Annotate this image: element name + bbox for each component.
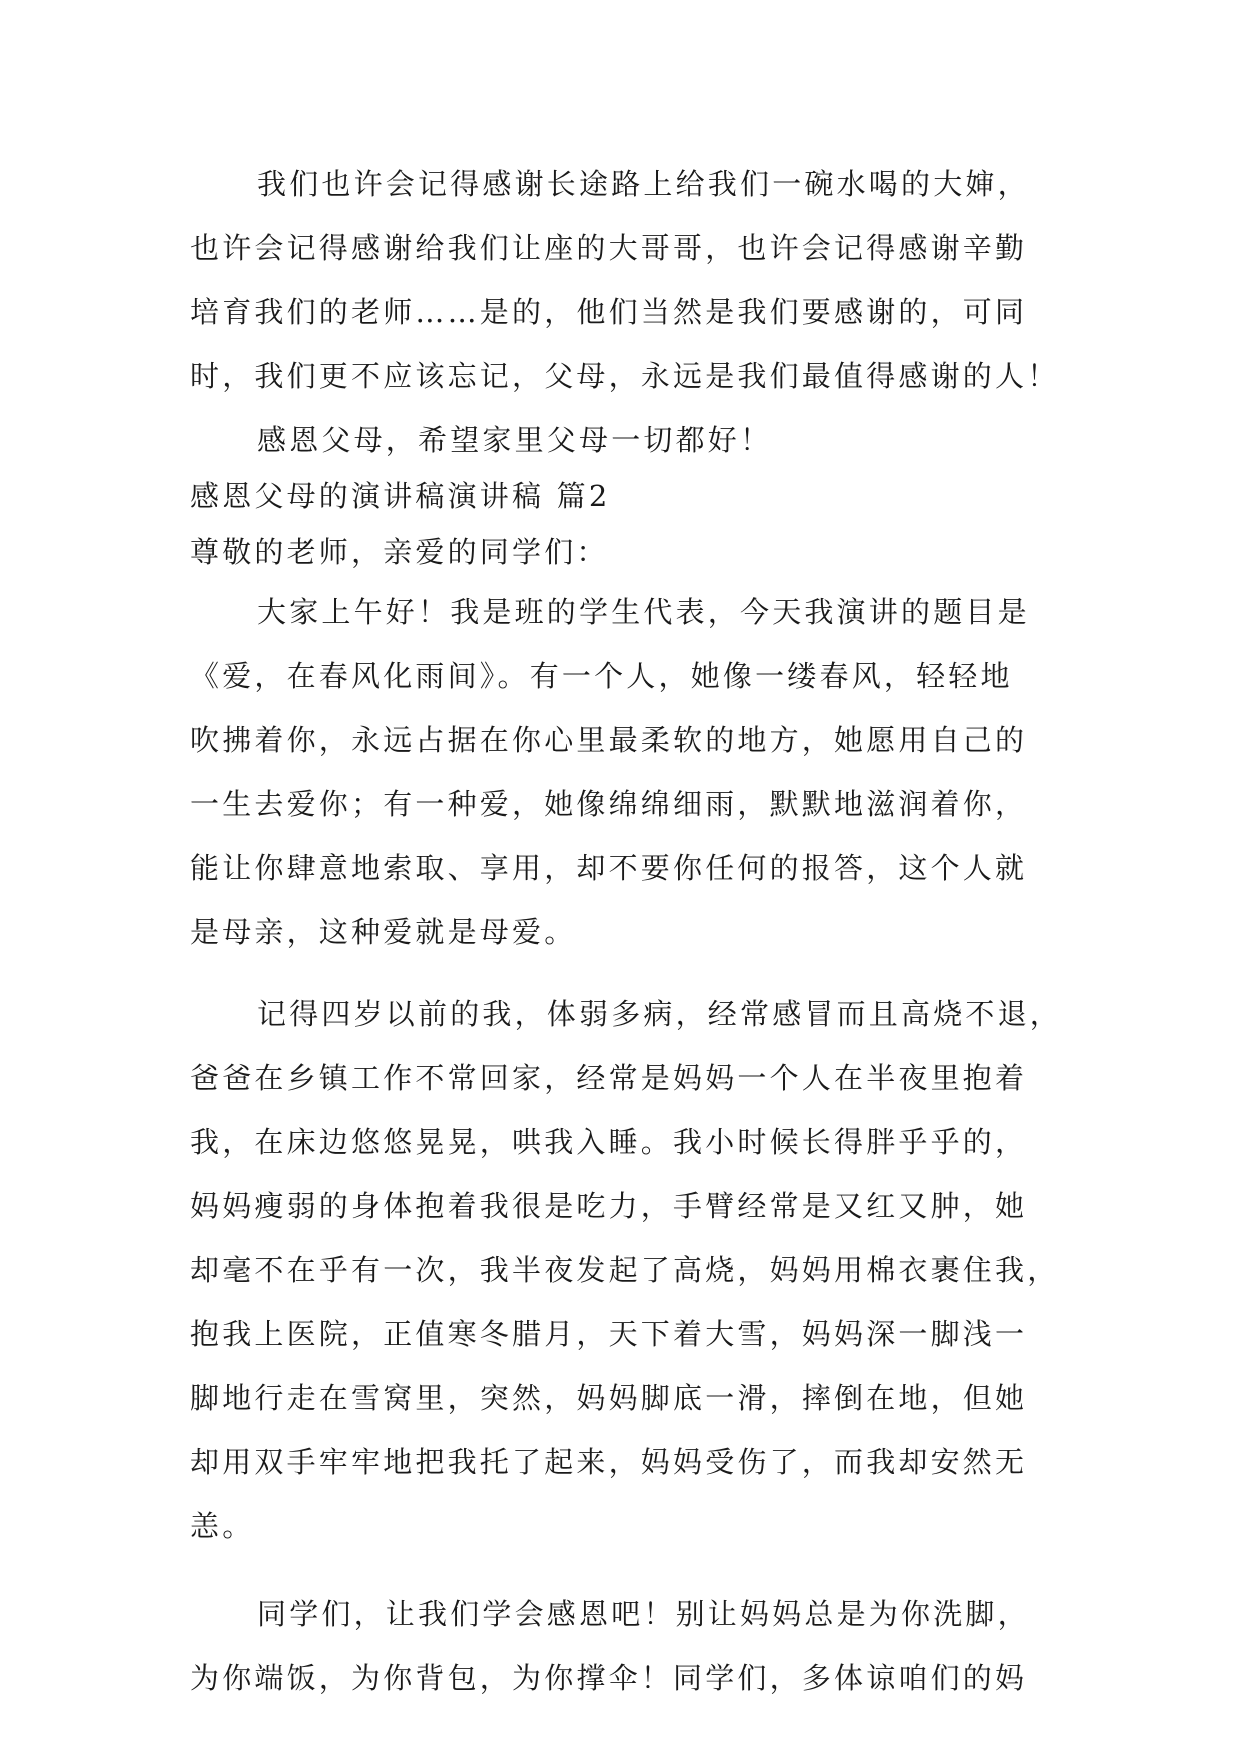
paragraph-line: 我，在床边悠悠晃晃，哄我入睡。我小时候长得胖乎乎的， xyxy=(190,1125,1028,1159)
paragraph-line: 我们也许会记得感谢长途路上给我们一碗水喝的大婶， xyxy=(257,167,1030,201)
paragraph-line: 是母亲，这种爱就是母爱。 xyxy=(190,915,577,949)
paragraph-line: 同学们，让我们学会感恩吧！别让妈妈总是为你洗脚， xyxy=(257,1597,1030,1631)
paragraph-line: 恙。 xyxy=(190,1509,255,1543)
paragraph-line: 也许会记得感谢给我们让座的大哥哥，也许会记得感谢辛勤 xyxy=(190,231,1028,265)
paragraph-line: 《爱，在春风化雨间》。有一个人，她像一缕春风，轻轻地 xyxy=(190,659,1013,693)
paragraph-line: 大家上午好！我是班的学生代表，今天我演讲的题目是 xyxy=(257,595,1030,629)
paragraph-line: 感恩父母，希望家里父母一切都好！ xyxy=(257,423,773,457)
paragraph-line: 却用双手牢牢地把我托了起来，妈妈受伤了，而我却安然无 xyxy=(190,1445,1028,1479)
paragraph-line: 妈妈瘦弱的身体抱着我很是吃力，手臂经常是又红又肿，她 xyxy=(190,1189,1028,1223)
paragraph-line: 一生去爱你；有一种爱，她像绵绵细雨，默默地滋润着你， xyxy=(190,787,1028,821)
section-heading: 感恩父母的演讲稿演讲稿 篇2 xyxy=(190,479,611,513)
paragraph-line: 爸爸在乡镇工作不常回家，经常是妈妈一个人在半夜里抱着 xyxy=(190,1061,1028,1095)
paragraph-line: 记得四岁以前的我，体弱多病，经常感冒而且高烧不退， xyxy=(257,997,1063,1031)
paragraph-line: 为你端饭，为你背包，为你撑伞！同学们，多体谅咱们的妈 xyxy=(190,1661,1028,1695)
paragraph-line: 却毫不在乎有一次，我半夜发起了高烧，妈妈用棉衣裹住我， xyxy=(190,1253,1060,1287)
paragraph-line: 能让你肆意地索取、享用，却不要你任何的报答，这个人就 xyxy=(190,851,1028,885)
paragraph-line: 吹拂着你，永远占据在你心里最柔软的地方，她愿用自己的 xyxy=(190,723,1028,757)
salutation: 尊敬的老师，亲爱的同学们： xyxy=(190,535,609,569)
paragraph-line: 脚地行走在雪窝里，突然，妈妈脚底一滑，摔倒在地，但她 xyxy=(190,1381,1028,1415)
paragraph-line: 培育我们的老师……是的，他们当然是我们要感谢的，可同 xyxy=(190,295,1028,329)
paragraph-line: 时，我们更不应该忘记，父母，永远是我们最值得感谢的人！ xyxy=(190,359,1060,393)
paragraph-line: 抱我上医院，正值寒冬腊月，天下着大雪，妈妈深一脚浅一 xyxy=(190,1317,1028,1351)
